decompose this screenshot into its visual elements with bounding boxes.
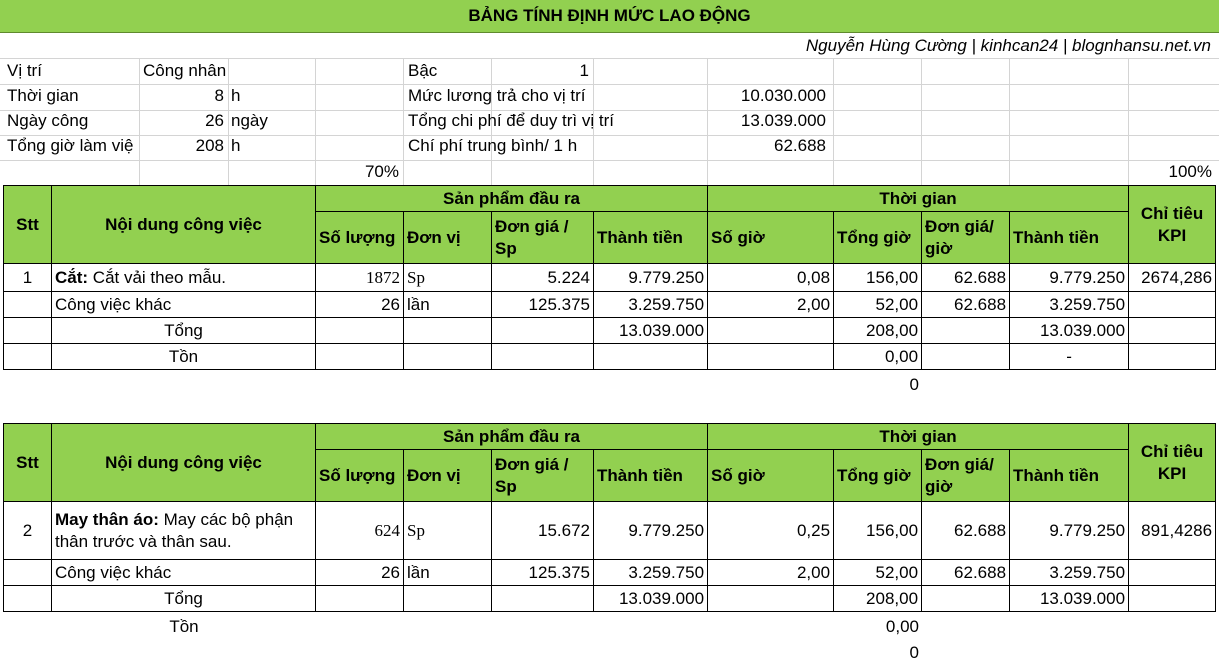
other-don-vi[interactable]: lần xyxy=(404,560,492,586)
tong-gio-unit[interactable]: h xyxy=(231,136,241,155)
table-row xyxy=(4,344,1216,370)
vi-tri-value[interactable]: Công nhân xyxy=(143,61,227,80)
percent-70[interactable]: 70% xyxy=(364,162,399,181)
table-row xyxy=(4,318,1216,344)
sheet-title: BẢNG TÍNH ĐỊNH MỨC LAO ĐỘNG xyxy=(468,6,751,25)
ton-tong-gio[interactable]: 0,00 xyxy=(834,344,922,370)
table-row xyxy=(4,264,1216,292)
header-don-vi[interactable]: Đơn vị xyxy=(404,450,492,502)
total-tong-gio[interactable]: 208,00 xyxy=(834,586,922,612)
header-thoi-gian[interactable]: Thời gian xyxy=(708,424,1129,450)
table-row xyxy=(4,292,1216,318)
sheet-title-bar[interactable] xyxy=(0,0,1219,33)
tong-gio-value[interactable]: 208 xyxy=(195,136,224,155)
thoi-gian-value[interactable]: 8 xyxy=(214,86,224,105)
thoi-gian-label[interactable]: Thời gian xyxy=(7,86,79,105)
table-row xyxy=(4,502,1216,560)
labor-table-1 xyxy=(3,185,1216,370)
other-don-gia[interactable]: 125.375 xyxy=(492,292,594,318)
row-don-gia[interactable]: 15.672 xyxy=(492,502,594,560)
ngay-cong-unit[interactable]: ngày xyxy=(231,111,268,130)
row-so-gio[interactable]: 0,25 xyxy=(708,502,834,560)
row-task[interactable] xyxy=(52,502,316,560)
header-stt[interactable]: Stt xyxy=(4,186,52,264)
header-tong-gio[interactable]: Tổng giờ xyxy=(834,212,922,264)
row-don-gia[interactable]: 5.224 xyxy=(492,264,594,292)
header-don-gia-sp[interactable]: Đơn giá / Sp xyxy=(492,212,594,264)
percent-100[interactable]: 100% xyxy=(1168,162,1212,181)
row-thanh-tien[interactable]: 9.779.250 xyxy=(594,264,708,292)
task-desc: Cắt vải theo mẫu. xyxy=(88,267,227,287)
muc-luong-value[interactable]: 10.030.000 xyxy=(740,86,826,105)
total-thanh-tien-2[interactable]: 13.039.000 xyxy=(1010,318,1129,344)
tong-gio-label[interactable]: Tổng giờ làm việ xyxy=(7,136,134,155)
total-label[interactable]: Tổng xyxy=(52,586,316,612)
table-row xyxy=(4,560,1216,586)
table-row xyxy=(4,586,1216,612)
ngay-cong-label[interactable]: Ngày công xyxy=(7,111,89,130)
header-so-luong[interactable]: Số lượng xyxy=(316,212,404,264)
total-thanh-tien-2[interactable]: 13.039.000 xyxy=(1010,586,1129,612)
ton-tong-gio-2[interactable]: 0,00 xyxy=(885,617,919,636)
row-don-gia-gio[interactable]: 62.688 xyxy=(922,502,1010,560)
author-credit[interactable]: Nguyễn Hùng Cường | kinhcan24 | blognhansu.net.vn xyxy=(805,36,1211,55)
ton-dash[interactable]: - xyxy=(1010,344,1129,370)
row-tong-gio[interactable]: 156,00 xyxy=(834,264,922,292)
header-chi-tieu-kpi[interactable]: Chỉ tiêu KPI xyxy=(1129,186,1216,264)
other-tong-gio[interactable]: 52,00 xyxy=(834,560,922,586)
other-label[interactable]: Công việc khác xyxy=(52,292,316,318)
other-thanh-tien-2[interactable]: 3.259.750 xyxy=(1010,560,1129,586)
ton-label-2[interactable]: Tồn xyxy=(169,617,199,636)
labor-table-2 xyxy=(3,423,1216,612)
vi-tri-label[interactable]: Vị trí xyxy=(7,61,42,80)
header-don-vi[interactable]: Đơn vị xyxy=(404,212,492,264)
task-name: Cắt: xyxy=(55,267,89,287)
bac-value[interactable]: 1 xyxy=(579,61,589,80)
header-thanh-tien[interactable]: Thành tiền xyxy=(594,450,708,502)
row-don-gia-gio[interactable]: 62.688 xyxy=(922,264,1010,292)
total-label[interactable]: Tổng xyxy=(52,318,316,344)
header-thanh-tien[interactable]: Thành tiền xyxy=(594,212,708,264)
header-tong-gio[interactable]: Tổng giờ xyxy=(834,450,922,502)
header-so-gio[interactable]: Số giờ xyxy=(708,450,834,502)
other-thanh-tien[interactable]: 3.259.750 xyxy=(594,560,708,586)
tong-chi-phi-value[interactable]: 13.039.000 xyxy=(740,111,826,130)
header-thanh-tien-2[interactable]: Thành tiền xyxy=(1010,450,1129,502)
row-don-vi[interactable]: Sp xyxy=(404,264,492,292)
row-stt[interactable]: 1 xyxy=(4,264,52,292)
other-don-gia[interactable]: 125.375 xyxy=(492,560,594,586)
header-thanh-tien-2[interactable]: Thành tiền xyxy=(1010,212,1129,264)
other-don-gia-gio[interactable]: 62.688 xyxy=(922,292,1010,318)
row-kpi[interactable]: 891,4286 xyxy=(1129,502,1216,560)
row-so-luong[interactable]: 1872 xyxy=(316,264,404,292)
other-so-gio[interactable]: 2,00 xyxy=(708,292,834,318)
other-label[interactable]: Công việc khác xyxy=(52,560,316,586)
header-noi-dung[interactable]: Nội dung công việc xyxy=(52,424,316,502)
header-so-luong[interactable]: Số lượng xyxy=(316,450,404,502)
zero-value-2[interactable]: 0 xyxy=(909,643,919,662)
thoi-gian-unit[interactable]: h xyxy=(231,86,241,105)
zero-value-1[interactable]: 0 xyxy=(909,375,919,394)
task-desc: May các bộ phận thân trước và thân sau. xyxy=(55,509,294,551)
total-tong-gio[interactable]: 208,00 xyxy=(834,318,922,344)
header-stt[interactable]: Stt xyxy=(4,424,52,502)
header-thoi-gian[interactable]: Thời gian xyxy=(708,186,1129,212)
header-don-gia-gio[interactable]: Đơn giá/ giờ xyxy=(922,212,1010,264)
row-tong-gio[interactable]: 156,00 xyxy=(834,502,922,560)
row-thanh-tien-2[interactable]: 9.779.250 xyxy=(1010,264,1129,292)
row-thanh-tien[interactable]: 9.779.250 xyxy=(594,502,708,560)
task-name: May thân áo: xyxy=(55,509,159,529)
other-thanh-tien-2[interactable]: 3.259.750 xyxy=(1010,292,1129,318)
chi-phi-tb-label[interactable]: Chí phí trung bình/ 1 h xyxy=(408,136,578,155)
row-so-luong[interactable]: 624 xyxy=(316,502,404,560)
row-thanh-tien-2[interactable]: 9.779.250 xyxy=(1010,502,1129,560)
muc-luong-label[interactable]: Mức lương trả cho vị trí xyxy=(408,86,586,105)
header-so-gio[interactable]: Số giờ xyxy=(708,212,834,264)
other-don-vi[interactable]: lần xyxy=(404,292,492,318)
header-chi-tieu-kpi[interactable]: Chỉ tiêu KPI xyxy=(1129,424,1216,502)
tong-chi-phi-label[interactable]: Tổng chi phí để duy trì vị trí xyxy=(408,111,614,130)
bac-label[interactable]: Bậc xyxy=(408,61,438,80)
other-so-luong[interactable]: 26 xyxy=(316,292,404,318)
header-don-gia-sp[interactable]: Đơn giá / Sp xyxy=(492,450,594,502)
other-don-gia-gio[interactable]: 62.688 xyxy=(922,560,1010,586)
row-stt[interactable]: 2 xyxy=(4,502,52,560)
other-thanh-tien[interactable]: 3.259.750 xyxy=(594,292,708,318)
row-kpi[interactable]: 2674,286 xyxy=(1129,264,1216,292)
other-so-luong[interactable]: 26 xyxy=(316,560,404,586)
other-so-gio[interactable]: 2,00 xyxy=(708,560,834,586)
row-so-gio[interactable]: 0,08 xyxy=(708,264,834,292)
row-task[interactable] xyxy=(52,264,316,292)
total-thanh-tien[interactable]: 13.039.000 xyxy=(594,318,708,344)
header-san-pham[interactable]: Sản phẩm đầu ra xyxy=(316,186,708,212)
ton-label[interactable]: Tồn xyxy=(52,344,316,370)
header-san-pham[interactable]: Sản phẩm đầu ra xyxy=(316,424,708,450)
other-tong-gio[interactable]: 52,00 xyxy=(834,292,922,318)
ngay-cong-value[interactable]: 26 xyxy=(205,111,224,130)
row-don-vi[interactable]: Sp xyxy=(404,502,492,560)
header-don-gia-gio[interactable]: Đơn giá/ giờ xyxy=(922,450,1010,502)
chi-phi-tb-value[interactable]: 62.688 xyxy=(774,136,826,155)
header-noi-dung[interactable]: Nội dung công việc xyxy=(52,186,316,264)
total-thanh-tien[interactable]: 13.039.000 xyxy=(594,586,708,612)
